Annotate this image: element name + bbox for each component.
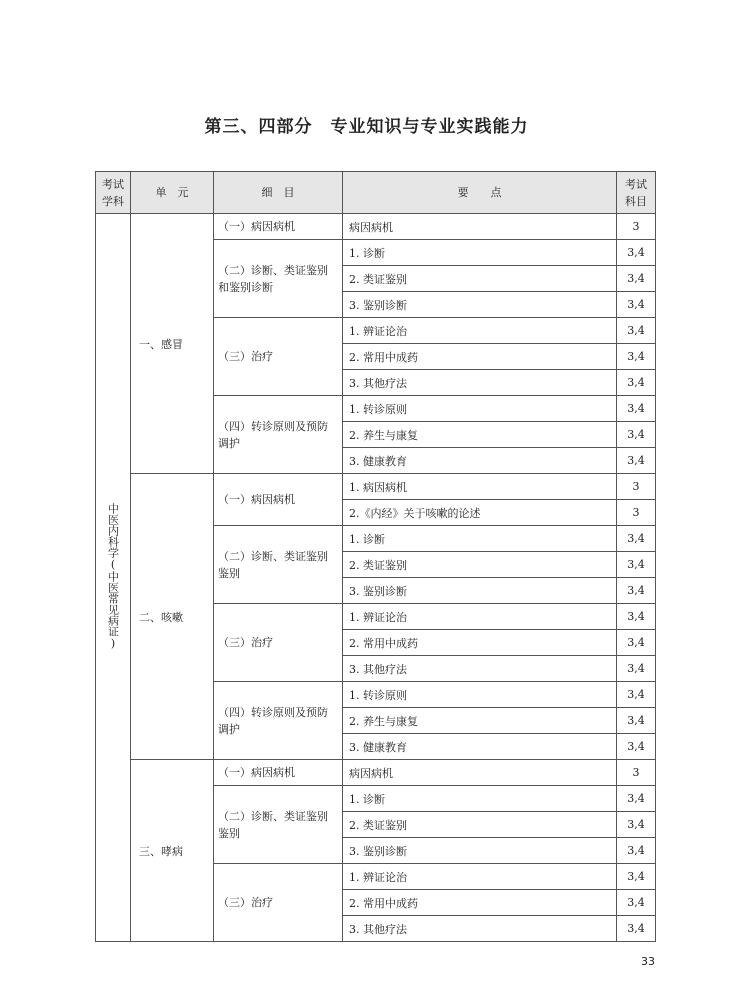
exam-subject-cell: 3,4 [617, 370, 656, 396]
point-cell: 2. 养生与康复 [343, 422, 617, 448]
detail-cell: （三）治疗 [214, 318, 343, 396]
exam-subject-cell: 3,4 [617, 578, 656, 604]
point-cell: 1. 诊断 [343, 786, 617, 812]
exam-subject-cell: 3,4 [617, 552, 656, 578]
table-row [96, 474, 656, 500]
header-row [96, 172, 656, 214]
exam-subject-cell: 3 [617, 214, 656, 240]
exam-subject-cell: 3,4 [617, 292, 656, 318]
exam-subject-cell: 3,4 [617, 812, 656, 838]
detail-cell: （二）诊断、类证鉴别鉴别 [214, 526, 343, 604]
detail-cell: （三）治疗 [214, 864, 343, 942]
point-cell: 3. 其他疗法 [343, 656, 617, 682]
exam-subject-cell: 3,4 [617, 682, 656, 708]
table-row [96, 214, 656, 240]
header-exam-text: 考试 科目 [625, 177, 647, 208]
point-cell: 2. 常用中成药 [343, 630, 617, 656]
table-row [96, 760, 656, 786]
point-cell: 3. 健康教育 [343, 734, 617, 760]
exam-subject-cell: 3,4 [617, 708, 656, 734]
point-cell: 1. 诊断 [343, 240, 617, 266]
point-cell: 2. 类证鉴别 [343, 552, 617, 578]
exam-subject-cell: 3,4 [617, 630, 656, 656]
point-cell: 2. 类证鉴别 [343, 266, 617, 292]
detail-cell: （三）治疗 [214, 604, 343, 682]
point-cell: 2.《内经》关于咳嗽的论述 [343, 500, 617, 526]
table-body [96, 214, 656, 942]
point-cell: 病因病机 [343, 214, 617, 240]
exam-subject-cell: 3 [617, 500, 656, 526]
exam-subject-cell: 3,4 [617, 240, 656, 266]
detail-cell: （四）转诊原则及预防调护 [214, 682, 343, 760]
detail-cell: （二）诊断、类证鉴别和鉴别诊断 [214, 240, 343, 318]
exam-subject-cell: 3,4 [617, 916, 656, 942]
syllabus-table [95, 171, 656, 942]
header-exam [617, 172, 656, 214]
exam-subject-cell: 3,4 [617, 890, 656, 916]
exam-subject-cell: 3,4 [617, 344, 656, 370]
point-cell: 1. 转诊原则 [343, 396, 617, 422]
exam-subject-cell: 3,4 [617, 318, 656, 344]
exam-subject-cell: 3,4 [617, 604, 656, 630]
point-cell: 1. 转诊原则 [343, 682, 617, 708]
exam-subject-cell: 3 [617, 474, 656, 500]
point-cell: 1. 辨证论治 [343, 864, 617, 890]
subject-label: 中医内科学(中医常见病证) [106, 502, 120, 650]
header-subject-text: 考试 学科 [102, 177, 124, 208]
detail-cell: （四）转诊原则及预防调护 [214, 396, 343, 474]
point-cell: 1. 辨证论治 [343, 604, 617, 630]
point-cell: 3. 鉴别诊断 [343, 292, 617, 318]
detail-cell: （二）诊断、类证鉴别鉴别 [214, 786, 343, 864]
unit-cell: 三、哮病 [131, 760, 214, 942]
point-cell: 2. 常用中成药 [343, 890, 617, 916]
exam-subject-cell: 3,4 [617, 266, 656, 292]
point-cell: 1. 辨证论治 [343, 318, 617, 344]
point-cell: 2. 常用中成药 [343, 344, 617, 370]
exam-subject-cell: 3,4 [617, 656, 656, 682]
detail-cell: （一）病因病机 [214, 214, 343, 240]
point-cell: 3. 其他疗法 [343, 370, 617, 396]
exam-subject-cell: 3,4 [617, 448, 656, 474]
exam-subject-cell: 3,4 [617, 864, 656, 890]
subject-cell [96, 214, 131, 942]
exam-subject-cell: 3,4 [617, 786, 656, 812]
page-title: 第三、四部分 专业知识与专业实践能力 [204, 117, 529, 137]
point-cell: 2. 类证鉴别 [343, 812, 617, 838]
header-subject [96, 172, 131, 214]
point-cell: 1. 病因病机 [343, 474, 617, 500]
detail-cell: （一）病因病机 [214, 760, 343, 786]
point-cell: 3. 健康教育 [343, 448, 617, 474]
point-cell: 1. 诊断 [343, 526, 617, 552]
exam-subject-cell: 3,4 [617, 838, 656, 864]
unit-cell: 二、咳嗽 [131, 474, 214, 760]
exam-subject-cell: 3,4 [617, 422, 656, 448]
exam-subject-cell: 3 [617, 760, 656, 786]
header-detail: 细 目 [214, 172, 343, 214]
point-cell: 3. 鉴别诊断 [343, 838, 617, 864]
detail-cell: （一）病因病机 [214, 474, 343, 526]
point-cell: 3. 鉴别诊断 [343, 578, 617, 604]
header-unit: 单 元 [131, 172, 214, 214]
exam-subject-cell: 3,4 [617, 396, 656, 422]
point-cell: 病因病机 [343, 760, 617, 786]
header-point: 要 点 [343, 172, 617, 214]
point-cell: 2. 养生与康复 [343, 708, 617, 734]
point-cell: 3. 其他疗法 [343, 916, 617, 942]
exam-subject-cell: 3,4 [617, 734, 656, 760]
exam-subject-cell: 3,4 [617, 526, 656, 552]
page-number: 33 [641, 955, 655, 968]
unit-cell: 一、感冒 [131, 214, 214, 474]
